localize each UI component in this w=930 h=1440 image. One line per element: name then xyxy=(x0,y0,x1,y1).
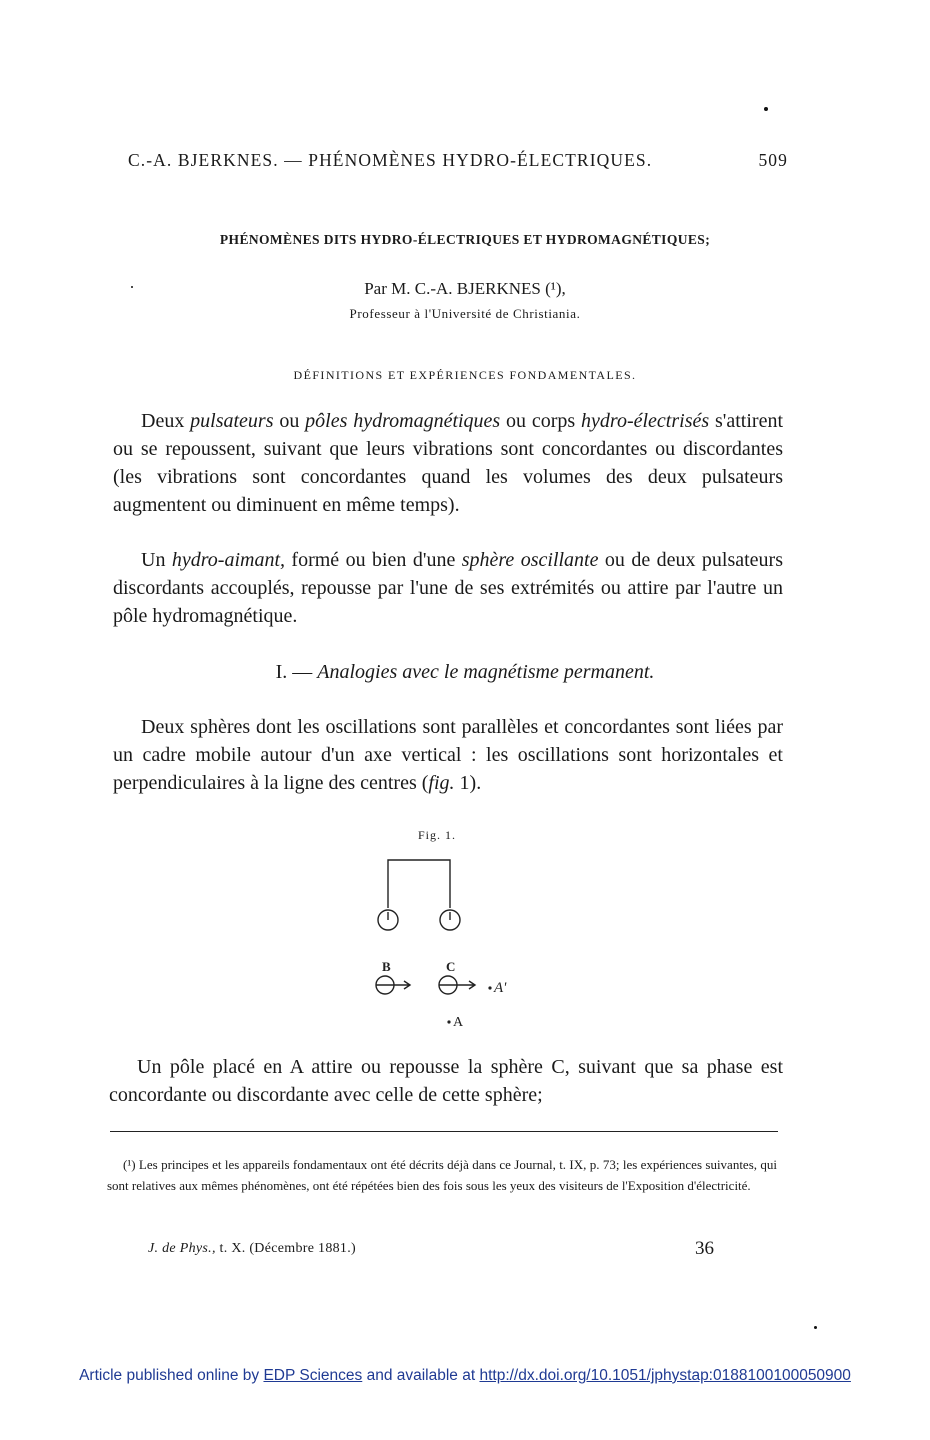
label-a: A xyxy=(453,1015,464,1030)
section-heading: DÉFINITIONS ET EXPÉRIENCES FONDAMENTALES. xyxy=(293,368,637,382)
footnote xyxy=(107,1154,777,1196)
scan-speck xyxy=(814,1326,817,1329)
signature-number: 36 xyxy=(695,1238,714,1259)
subsection-title: Analogies avec le magnétisme permanent. xyxy=(317,661,655,683)
journal-abbrev: J. de Phys., xyxy=(148,1241,216,1256)
running-head xyxy=(128,150,788,171)
author-byline: Par M. C.-A. BJERKNES (¹), xyxy=(364,279,566,298)
page-number: 509 xyxy=(758,150,788,170)
label-b: B xyxy=(382,959,391,974)
figure-1 xyxy=(360,850,540,1040)
author-affiliation: Professeur à l'Université de Christiania. xyxy=(349,306,581,321)
scan-speck xyxy=(764,107,768,111)
paragraph-two-spheres: Deux sphères dont les oscillations sont parallèles et concordantes sont liées par un cadre mobile autour d'un axe vertical : les oscillations sont horizontales et perpendiculaires à la ligne des centres (fig. 1). xyxy=(113,716,783,794)
publisher-credit: Article published online by EDP Sciences and available at http://dx.doi.org/10.1051/jphystap:0188100100050900 xyxy=(79,1367,851,1384)
paragraph-pole-a: Un pôle placé en A attire ou repousse la sphère C, suivant que sa phase est concordante ou discordante avec celle de cette sphère; xyxy=(109,1056,783,1106)
figure-label: Fig. 1. xyxy=(418,828,457,842)
subsection-number: I. — xyxy=(275,661,318,683)
label-a-prime: A' xyxy=(494,980,507,996)
running-head-title: C.-A. BJERKNES. — PHÉNOMÈNES HYDRO-ÉLECTRIQUES. xyxy=(128,150,653,170)
frame xyxy=(388,860,450,908)
article-title: PHÉNOMÈNES DITS HYDRO-ÉLECTRIQUES ET HYDROMAGNÉTIQUES; xyxy=(219,232,711,247)
label-c: C xyxy=(446,959,456,974)
figure-1-diagram xyxy=(360,850,540,1040)
journal-issue: t. X. (Décembre 1881.) xyxy=(215,1241,356,1256)
doi-link[interactable]: http://dx.doi.org/10.1051/jphystap:0188100100050900 xyxy=(479,1367,851,1384)
edp-sciences-link[interactable]: EDP Sciences xyxy=(263,1367,363,1384)
subsection-heading xyxy=(100,661,830,684)
point-a xyxy=(447,1020,450,1023)
paragraph-pulsateurs: Deux pulsateurs ou pôles hydromagnétiques ou corps hydro-électrisés s'attirent ou se repoussent, suivant que leurs vibrations sont concordantes ou discordantes (les vibrations sont concordantes quand les volumes des deux pulsateurs augmentent ou diminuent en même temps). xyxy=(113,410,783,516)
footnote-marker: (¹) xyxy=(123,1157,136,1172)
footnote-text: Les principes et les appareils fondamentaux ont été décrits déjà dans ce Journal, t. IX, p. 73; les expériences suivantes, qui sont relatives aux mêmes phénomènes, ont été répétées bien des fois sous les yeux des visiteurs de l'Exposition d'électricité. xyxy=(107,1157,777,1193)
journal-reference xyxy=(148,1241,356,1257)
footnote-rule xyxy=(110,1131,778,1132)
paragraph-hydro-aimant: Un hydro-aimant, formé ou bien d'une sphère oscillante ou de deux pulsateurs discordants accouplés, repousse par l'une de ses extrémités ou attire par l'autre un pôle hydromagnétique. xyxy=(113,549,783,627)
point-a-prime xyxy=(488,986,491,989)
